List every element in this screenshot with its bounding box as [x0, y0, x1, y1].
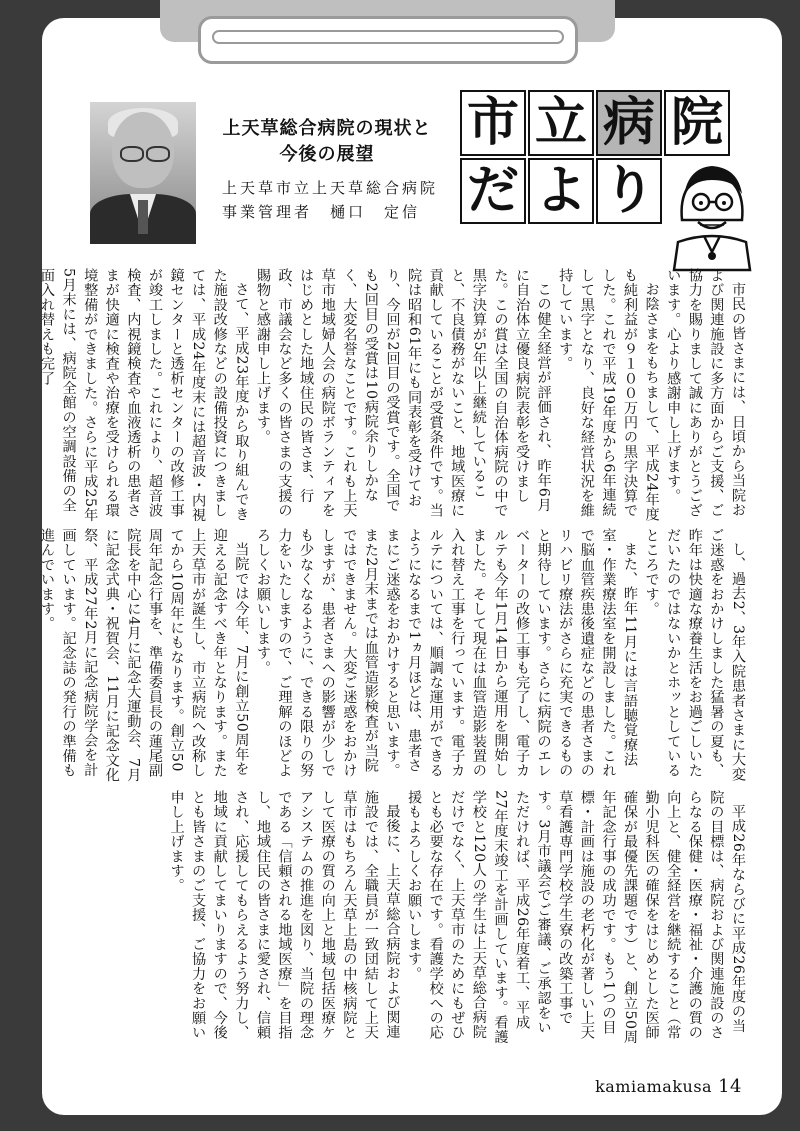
article-paragraph: 当院では今年、7月に創立50周年を迎える記念すべき年となります。また上天草市が誕生し、市立病院へ改称してから10周年にもなります。創立50周年記念行事を、準備委員長の蓮尾副院長を中心に4月に記念大運動会、7月に記念式典・祝賀会、11月に記念文化祭、平成27年2月に記念病院学会を計画しています。記念誌の発行の準備も進んでいます。 [39, 528, 250, 783]
binder-tab-slot [212, 30, 564, 44]
article-paragraph: この健全経営が評価され、昨年6月に自治体立優良病院表彰を受けました。この賞は全国の自治体病院の中で黒字決算が5年以上継続していること、不良債務がないこと、地域医療に貢献していることが受賞条件です。当院は昭和61年にも同表彰を受けており、今回が2回目の受賞です。全国でも2回目の受賞は10病院余りしかなく、大変名誉なことです。これも上天草市地域婦人会の病院ボランティアをはじめとした地域住民の皆さま、行政、市議会など多くの皆さまの支援の賜物と感謝申し上げます。 [254, 268, 552, 518]
article-paragraph: また、昨年11月には言語聴覚療法室・作業療法室を開設しました。これで脳血管疾患後遺症などの患者さまのリハビリ療法がさらに充実できるものと期待しています。さらに病院のエレベーターの改修工事も完了し、電子カルテも今年1月14日から運用を開始しました。そして現在は血管造影装置の入れ替え工事を行っています。電子カルテについては、順調な運用ができるようになるまで1ヵ月ほどは、患者さまにご迷惑をおかけすると思います。また2月末までは血管造影検査が当院ではできません。大変ご迷惑をおかけしますが、患者さまへの影響が少しでも少なくなるように、できる限りの努力をいたしますので、ご理解のほどよろしくお願いします。 [254, 528, 639, 778]
article-body-block-3 [94, 790, 748, 1048]
article-paragraph: さて、平成23年度から取り組んできた施設改修などの設備投資につきましては、平成24年度末には超音波・内視鏡センターと透析センターの改修工事が竣工しました。これにより、超音波検査、内視鏡検査や血液透析の患者さまが快適に検査や治療を受けられる環境整備ができました。さらに平成25年5月末には、病院全館の空調設備の全面入れ替えも完了 [39, 268, 250, 523]
logo-char-7: り [596, 158, 662, 224]
headline-line-1: 上天草総合病院の現状と [222, 118, 432, 139]
author-portrait [90, 102, 196, 234]
page-number: 14 [718, 1076, 742, 1097]
article-headline [212, 116, 442, 168]
logo-char-4: 院 [664, 90, 730, 156]
article-paragraph: 平成26年ならびに平成26年度の当院の目標は、病院および関連施設のさらなる保健・医療・福祉・介護の質の向上と、健全経営を継続すること（常勤小児科医の確保をはじめとした医師確保が最優先課題です）と、創立50周年記念行事の成功です。もう1つの目標・計画は施設の老朽化が著しい上天草看護専門学校学生寮の改築工事です。3月市議会でご審議、ご承認をいただければ、平成26年度着工、平成27年度末竣工を計画しています。看護学校と120人の学生は上天草総合病院だけでなく、上天草市のためにもぜひとも必要な存在です。看護学校への応援もよろしくお願いします。 [406, 790, 746, 1045]
article-paragraph: し、過去2、3年入院患者さまに大変ご迷惑をおかけしました猛暑の夏も、昨年は快適な療養生活をお過ごしいただいたのではないかとホッとしているところです。 [643, 528, 746, 782]
logo-char-1: 市 [460, 90, 526, 156]
doctor-mascot-illustration [668, 150, 756, 270]
logo-char-3: 病 [596, 90, 662, 156]
affiliation-line-2: 事業管理者 樋口 定信 [222, 203, 421, 221]
logo-char-5: だ [460, 158, 526, 224]
article-paragraph: 市民の皆さまには、日頃から当院および関連施設に多方面からご支援、ご協力を賜りまして誠にありがとうございます。心より感謝申し上げます。 [665, 268, 746, 518]
page-footer [595, 1076, 742, 1097]
author-affiliation [222, 176, 472, 224]
logo-char-6: よ [528, 158, 594, 224]
article-paragraph: お陰さまをもちまして、平成24年度も純利益が９１００万円の黒字決算でした。これで平成19年度から6年連続して黒字となり、良好な経営状況を維持しています。 [557, 268, 660, 522]
logo-char-2: 立 [528, 90, 594, 156]
publication-name: kamiamakusa [595, 1077, 713, 1096]
article-body-block-1 [39, 268, 748, 526]
article-body-block-2 [39, 528, 748, 786]
headline-line-2: 今後の展望 [279, 144, 375, 165]
affiliation-line-1: 上天草市立上天草総合病院 [222, 179, 439, 197]
article-paragraph: 最後に、上天草総合病院および関連施設では、全職員が一致団結して上天草市はもちろん天草上島の中核病院として医療の質の向上と地域包括医療ケアシステムの推進を図り、当院の理念である「信頼される地域医療」を目指し、地域住民の皆さまに愛され、信頼され、応援してもらえるよう努力し、地域に貢献してまいりますので、今後とも皆さまのご支援、ご協力をお願い申し上げます。 [168, 790, 401, 1040]
